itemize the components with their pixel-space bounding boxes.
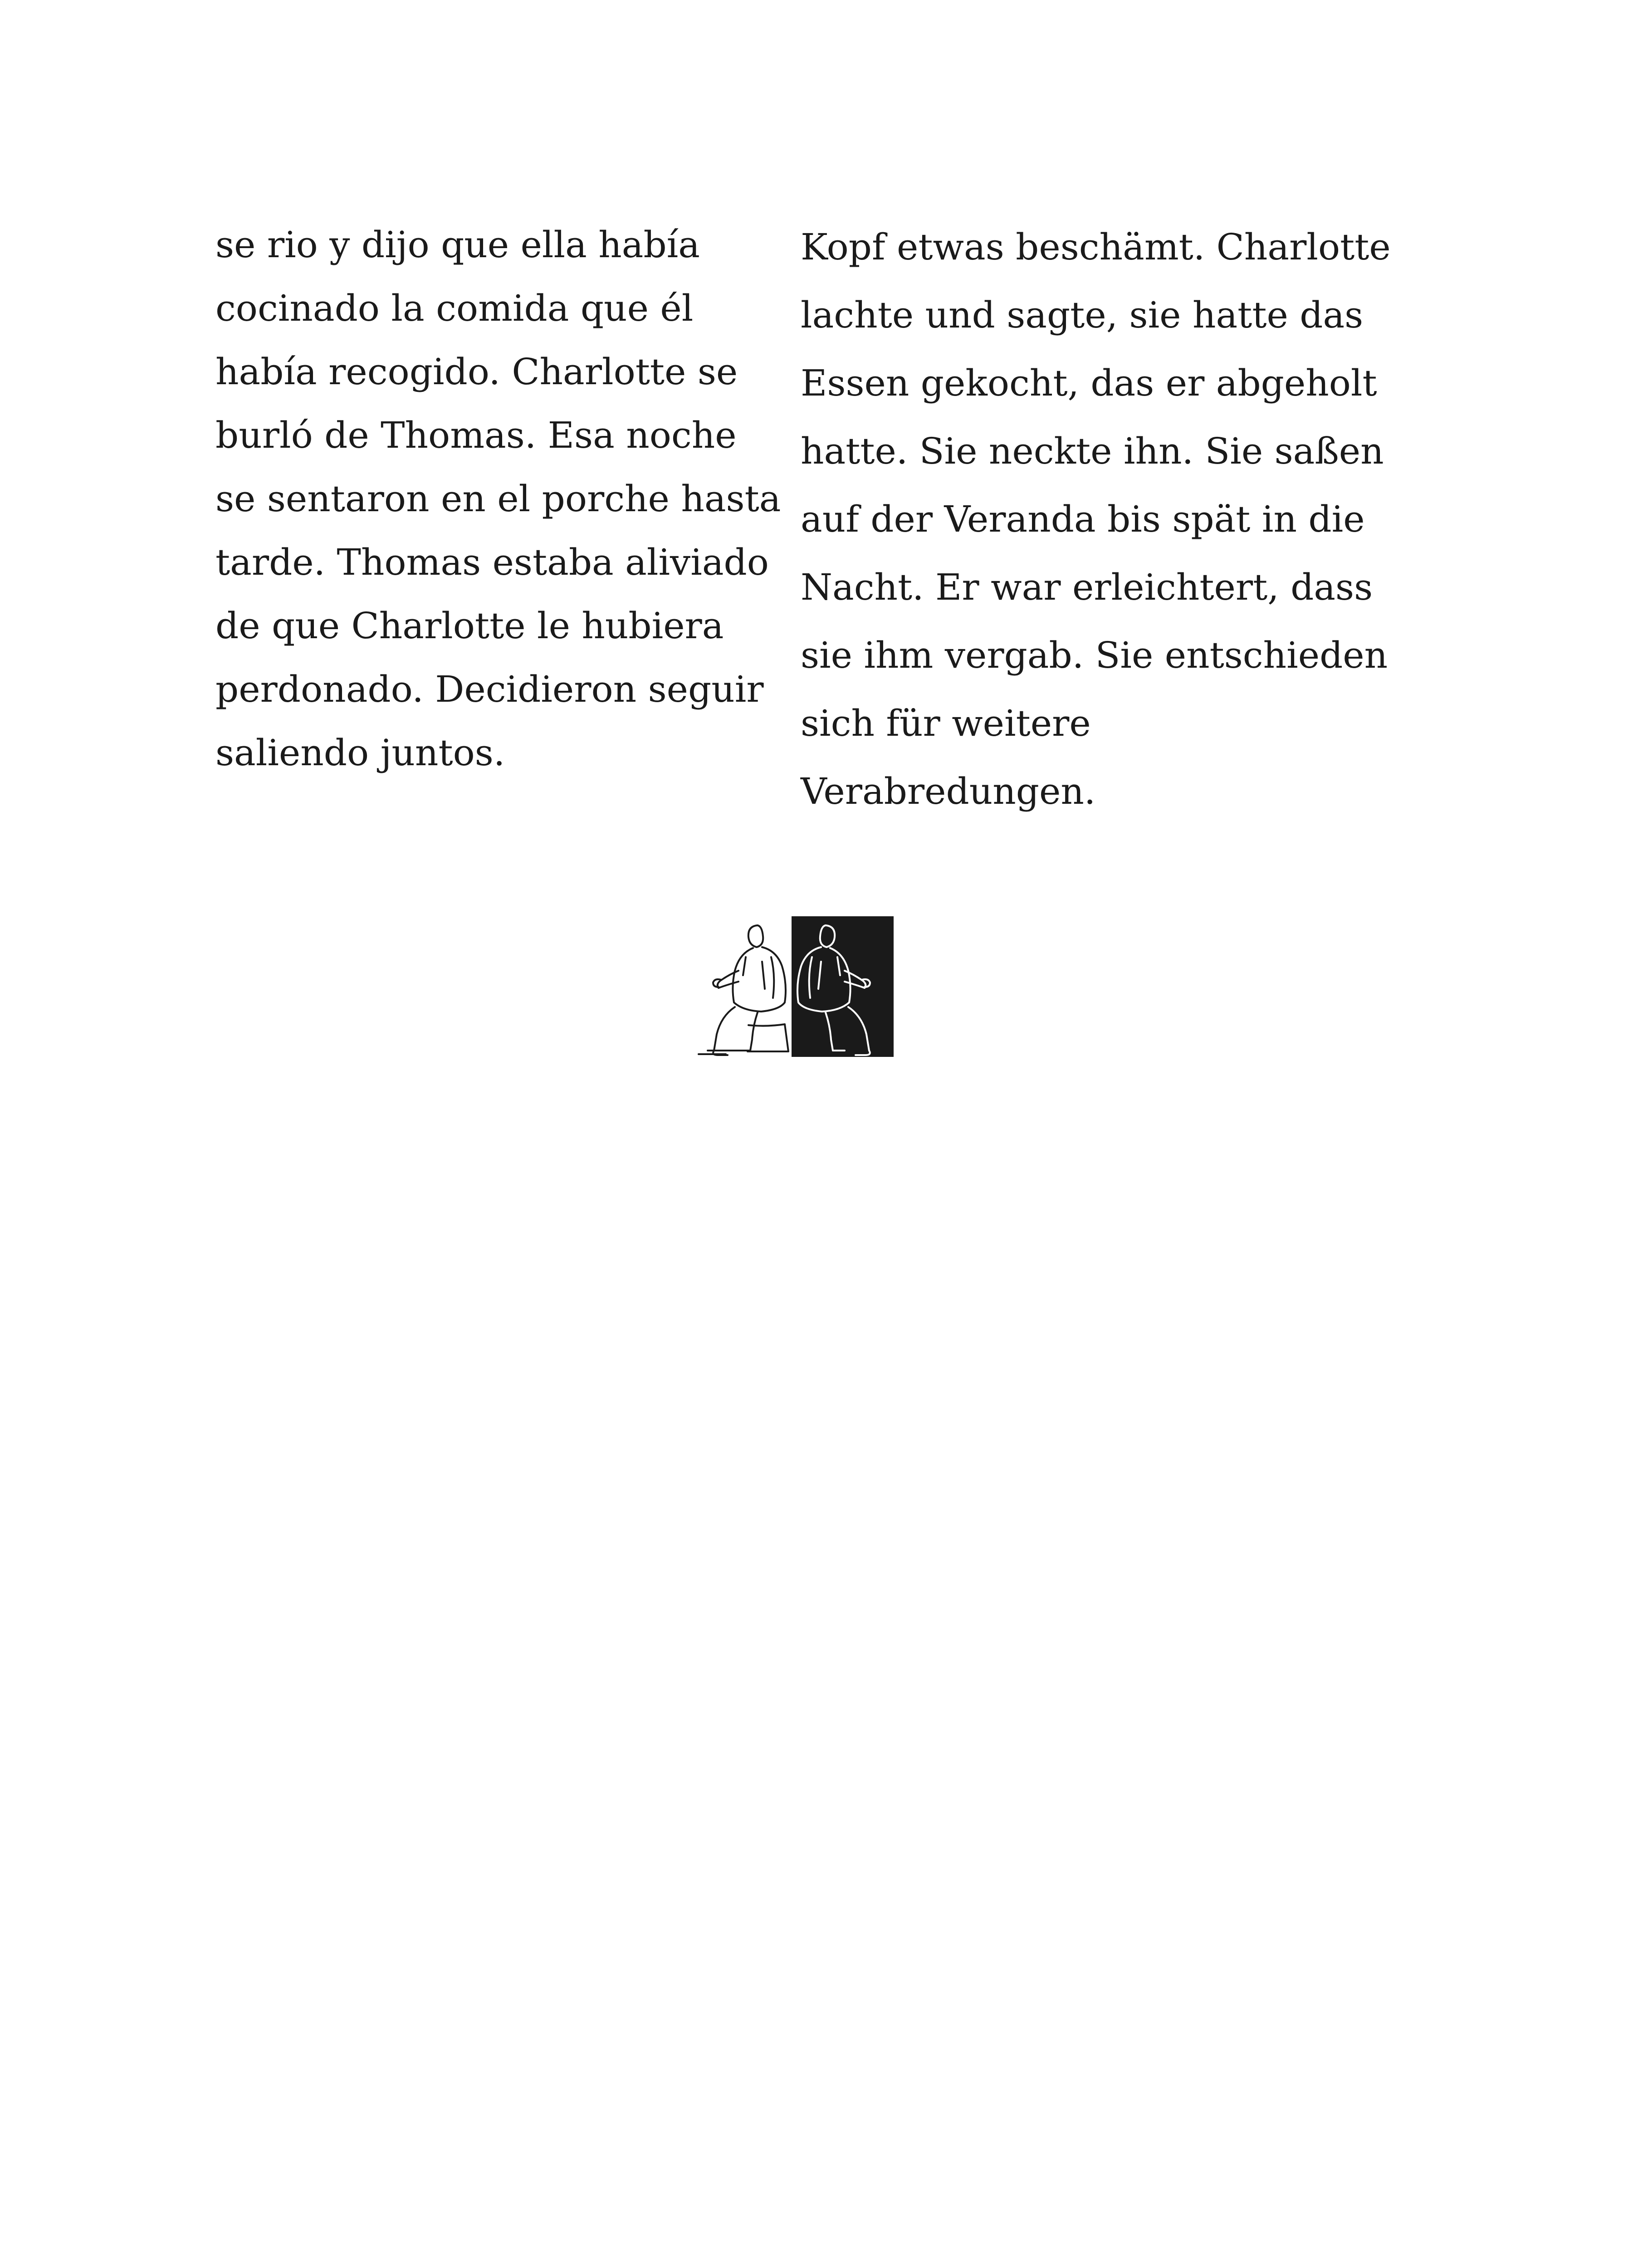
text-line: cocinado la comida que él	[215, 287, 694, 329]
text-line: sich für weitere	[801, 702, 1091, 744]
two-figures-back-to-back-sketch-icon	[689, 916, 894, 1061]
text-line: perdonado. Decidieron seguir	[215, 668, 764, 710]
german-text-column	[801, 213, 1391, 826]
text-line: se sentaron en el porche hasta	[215, 478, 781, 520]
text-line: tarde. Thomas estaba aliviado	[215, 541, 769, 583]
text-line: había recogido. Charlotte se	[215, 351, 738, 393]
text-line: Nacht. Er war erleichtert, dass	[801, 566, 1373, 608]
text-line: Essen gekocht, das er abgeholt	[801, 362, 1377, 404]
text-line: hatte. Sie neckte ihn. Sie saßen	[801, 430, 1384, 472]
text-line: lachte und sagte, sie hatte das	[801, 294, 1364, 336]
text-line: saliendo juntos.	[215, 732, 505, 774]
text-line: sie ihm vergab. Sie entschieden	[801, 634, 1388, 676]
text-line: de que Charlotte le hubiera	[215, 605, 724, 647]
text-line: burló de Thomas. Esa noche	[215, 414, 737, 456]
text-line: Verabredungen.	[801, 770, 1096, 812]
text-line: Kopf etwas beschämt. Charlotte	[801, 226, 1391, 268]
spanish-text-column	[215, 213, 781, 785]
text-line: se rio y dijo que ella había	[215, 224, 700, 266]
text-line: auf der Veranda bis spät in die	[801, 498, 1365, 540]
